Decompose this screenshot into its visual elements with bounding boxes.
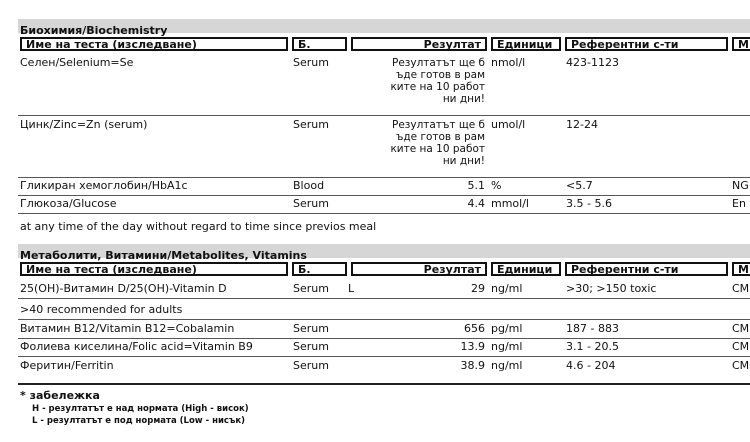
units: pg/ml: [491, 322, 523, 335]
material: Serum: [293, 56, 329, 69]
result-line: ките на 10 работ: [390, 81, 485, 93]
row-divider: [18, 177, 750, 178]
test-name: 25(OH)-Витамин D/25(OH)-Vitamin D: [20, 282, 227, 295]
units: mmol/l: [491, 197, 529, 210]
result-value: 4.4: [467, 197, 485, 210]
result-value: 5.1: [467, 179, 485, 192]
result-line: Резултатът ще б: [391, 57, 485, 69]
row-divider: [18, 319, 750, 320]
test-name: Гликиран хемоглобин/HbA1c: [20, 179, 188, 192]
section-title: Метаболити, Витамини/Metabolites, Vitamins: [20, 249, 307, 262]
col-header-result: Резултат: [351, 262, 487, 276]
method: CM: [732, 282, 750, 295]
footnote-title: * забележка: [20, 389, 100, 402]
col-header-name: Име на теста (изследване): [20, 37, 288, 51]
col-header-units: Единици: [491, 262, 561, 276]
test-name: Цинк/Zinc=Zn (serum): [20, 118, 148, 131]
units: nmol/l: [491, 56, 526, 69]
result-line: ъде готов в рам: [395, 69, 485, 81]
row-divider: [18, 213, 750, 214]
col-header-name: Име на теста (изследване): [20, 262, 288, 276]
result-line: ни дни!: [442, 93, 485, 105]
material: Blood: [293, 179, 325, 192]
col-header-method: М: [732, 37, 750, 51]
result-line: ъде готов в рам: [395, 131, 485, 143]
col-header-material: Б.: [292, 262, 347, 276]
vitamin-d-note: >40 recommended for adults: [20, 303, 183, 316]
row-divider: [18, 298, 750, 299]
test-name: Фолиева киселина/Folic acid=Vitamin B9: [20, 340, 253, 353]
reference: 423-1123: [566, 56, 619, 69]
result-value: 29: [471, 282, 485, 295]
section-biochemistry-header: [18, 19, 750, 37]
method: En: [732, 197, 746, 210]
result-line: ките на 10 работ: [390, 143, 485, 155]
result-pending-note: [363, 119, 485, 167]
test-name: Глюкоза/Glucose: [20, 197, 117, 210]
material: Serum: [293, 322, 329, 335]
reference: 3.5 - 5.6: [566, 197, 612, 210]
units: ng/ml: [491, 340, 523, 353]
col-header-units: Единици: [491, 37, 561, 51]
method: CM: [732, 359, 750, 372]
reference: >30; >150 toxic: [566, 282, 657, 295]
test-name: Витамин B12/Vitamin B12=Cobalamin: [20, 322, 235, 335]
material: Serum: [293, 359, 329, 372]
section-bottom-rule: [18, 383, 750, 385]
reference: 12-24: [566, 118, 598, 131]
row-divider: [18, 356, 750, 357]
result-line: ни дни!: [442, 155, 485, 167]
units: ng/ml: [491, 282, 523, 295]
material: Serum: [293, 118, 329, 131]
footnote-low: L - резултатът е под нормата (Low - нисък): [32, 416, 245, 426]
result-pending-note: [363, 57, 485, 105]
col-header-result: Резултат: [351, 37, 487, 51]
reference: <5.7: [566, 179, 593, 192]
material: Serum: [293, 197, 329, 210]
row-divider: [18, 195, 750, 196]
units: umol/l: [491, 118, 526, 131]
col-header-reference: Референтни с-ти: [565, 37, 728, 51]
method: NG: [732, 179, 749, 192]
section-title: Биохимия/Biochemistry: [20, 24, 168, 37]
test-name: Селен/Selenium=Se: [20, 56, 134, 69]
reference: 4.6 - 204: [566, 359, 616, 372]
reference: 187 - 883: [566, 322, 619, 335]
test-name: Феритин/Ferritin: [20, 359, 114, 372]
material: Serum: [293, 340, 329, 353]
units: ng/ml: [491, 359, 523, 372]
row-divider: [18, 115, 750, 116]
low-flag: L: [348, 282, 355, 295]
material: Serum: [293, 282, 329, 295]
reference: 3.1 - 20.5: [566, 340, 619, 353]
col-header-method: М: [732, 262, 750, 276]
result-value: 656: [464, 322, 485, 335]
method: CM: [732, 340, 750, 353]
glucose-note: at any time of the day without regard to time since previos meal: [20, 220, 377, 233]
footnote-high: H - резултатът е над нормата (High - висок): [32, 404, 249, 414]
result-line: Резултатът ще б: [391, 119, 485, 131]
row-divider: [18, 338, 750, 339]
section-metabolites-header: [18, 244, 750, 262]
units: %: [491, 179, 502, 192]
result-value: 13.9: [460, 340, 485, 353]
result-value: 38.9: [460, 359, 485, 372]
method: CM: [732, 322, 750, 335]
col-header-reference: Референтни с-ти: [565, 262, 728, 276]
col-header-material: Б.: [292, 37, 347, 51]
